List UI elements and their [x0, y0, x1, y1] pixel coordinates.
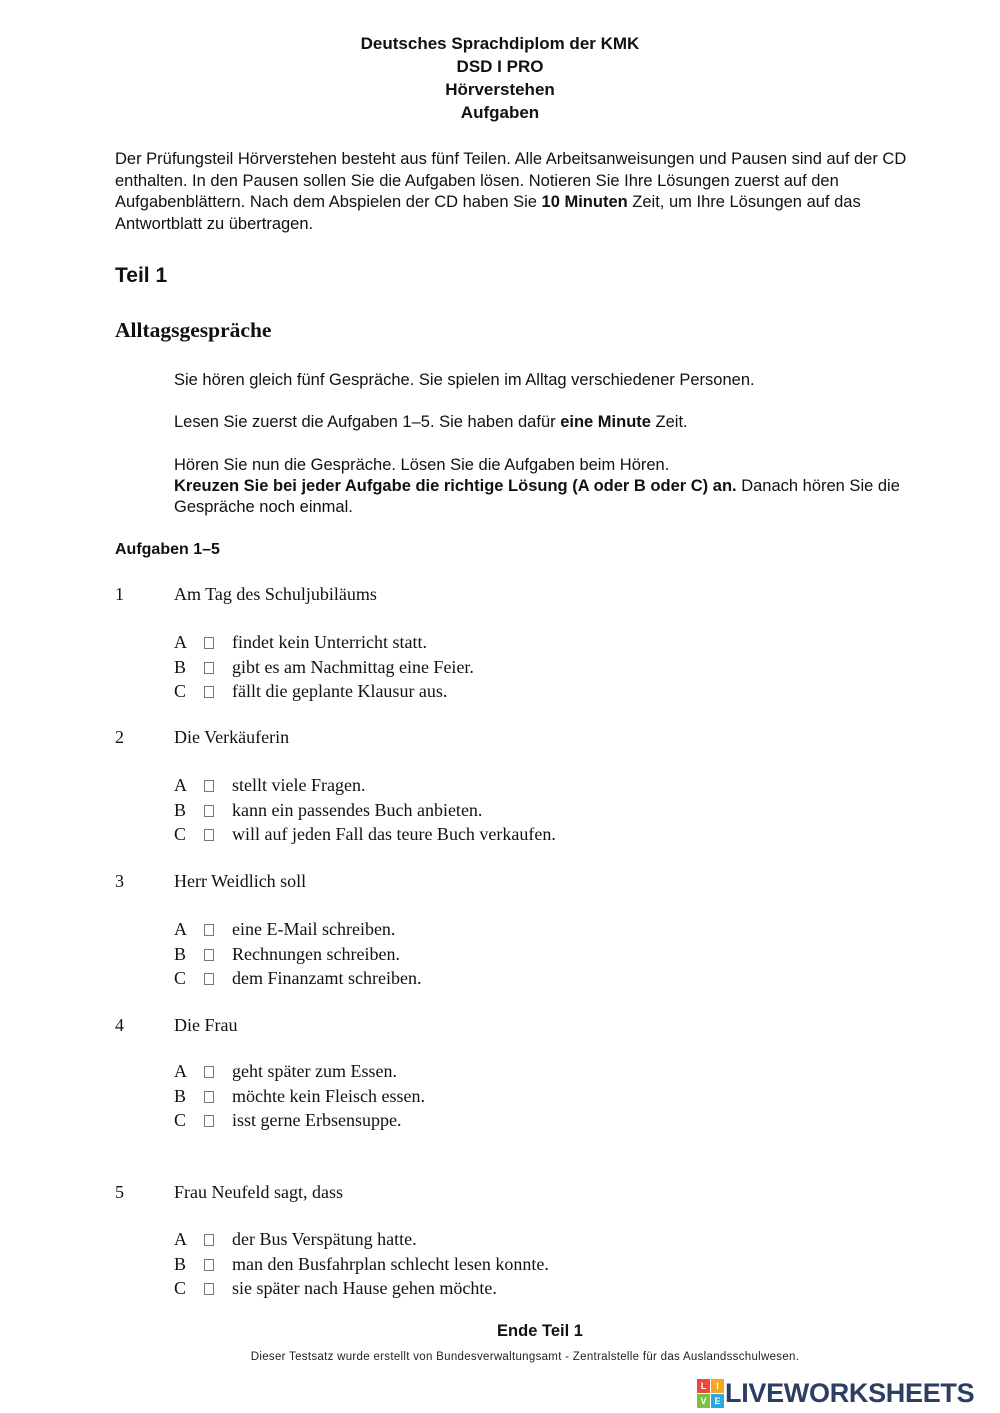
option-letter: A — [174, 1229, 187, 1249]
option-4c-checkbox[interactable] — [204, 1115, 214, 1127]
task-stem: Herr Weidlich soll — [174, 871, 307, 891]
intro-text-1: Der Prüfungsteil Hörverstehen besteht aus fünf Teilen. Alle Arbeitsanweisungen und Pausen sind auf der CD enthalten. In den Pausen sollen Sie die Aufgaben lösen. Notieren Sie Ihre Lösungen zuerst auf den Aufgabenblättern. Nach dem Abspielen der CD haben Sie — [115, 150, 907, 212]
option-text: man den Busfahrplan schlecht lesen konnte. — [232, 1253, 549, 1274]
header-line-4: Aufgaben — [460, 103, 540, 122]
liveworksheets-watermark — [697, 1376, 974, 1410]
tasks-label: Aufgaben 1–5 — [115, 541, 220, 558]
option-letter: A — [174, 775, 187, 795]
option-letter: C — [174, 1278, 187, 1298]
instruction-4-text: Danach hören Sie die Gespräche noch einmal. — [174, 477, 900, 516]
option-1c-checkbox[interactable] — [204, 686, 214, 698]
end-of-part: Ende Teil 1 — [497, 1322, 583, 1340]
option-letter: B — [174, 656, 187, 677]
option-text: will auf jeden Fall das teure Buch verkaufen. — [232, 824, 556, 844]
option-letter: B — [174, 799, 187, 820]
logo-tile-l: L — [697, 1379, 710, 1393]
option-letter: A — [174, 1061, 187, 1081]
option-3a-checkbox[interactable] — [204, 924, 214, 936]
option-text: Rechnungen schreiben. — [232, 943, 400, 964]
option-letter: C — [174, 968, 187, 988]
task-number: 4 — [115, 1015, 124, 1035]
task-number: 5 — [115, 1182, 124, 1202]
header-line-1: Deutsches Sprachdiplom der KMK — [360, 34, 640, 53]
instruction-3 — [174, 455, 944, 518]
option-letter: C — [174, 1110, 187, 1130]
option-text: eine E-Mail schreiben. — [232, 919, 396, 939]
option-text: dem Finanzamt schreiben. — [232, 968, 422, 988]
task-number: 2 — [115, 727, 124, 747]
task-stem: Die Verkäuferin — [174, 727, 290, 747]
option-5b-checkbox[interactable] — [204, 1259, 214, 1271]
logo-tile-i: I — [711, 1379, 724, 1393]
header-line-2: DSD I PRO — [456, 57, 544, 76]
footer-credit: Dieser Testsatz wurde erstellt von Bundesverwaltungsamt - Zentralstelle für das Auslandsschulwesen. — [250, 1351, 800, 1363]
instruction-1: Sie hören gleich fünf Gespräche. Sie spielen im Alltag verschiedener Personen. — [174, 371, 755, 389]
intro-bold-duration: 10 Minuten — [541, 193, 628, 212]
liveworksheets-logo-icon — [697, 1379, 723, 1407]
option-text: möchte kein Fleisch essen. — [232, 1085, 425, 1106]
option-letter: A — [174, 919, 187, 939]
task-stem: Frau Neufeld sagt, dass — [174, 1182, 343, 1202]
option-5c-checkbox[interactable] — [204, 1283, 214, 1295]
header-line-3: Hörverstehen — [445, 80, 555, 99]
option-text: der Bus Verspätung hatte. — [232, 1229, 417, 1249]
option-text: isst gerne Erbsensuppe. — [232, 1110, 402, 1130]
instruction-2 — [174, 412, 944, 433]
document-header — [0, 32, 1000, 124]
option-text: findet kein Unterricht statt. — [232, 632, 427, 652]
option-2b-checkbox[interactable] — [204, 805, 214, 817]
task-stem: Die Frau — [174, 1015, 238, 1035]
option-letter: C — [174, 824, 187, 844]
instruction-2-text-b: Zeit. — [650, 413, 688, 431]
option-letter: B — [174, 1253, 187, 1274]
intro-paragraph — [115, 149, 940, 235]
option-letter: B — [174, 943, 187, 964]
logo-tile-v: V — [697, 1394, 710, 1408]
instruction-2-text-a: Lesen Sie zuerst die Aufgaben 1–5. Sie haben dafür — [174, 413, 561, 431]
intro-text-2: Zeit, um Ihre Lösungen auf das Antwortblatt zu übertragen. — [115, 193, 861, 233]
option-4b-checkbox[interactable] — [204, 1091, 214, 1103]
brand-name: LIVEWORKSHEETS — [725, 1377, 975, 1408]
option-letter: A — [174, 632, 187, 652]
option-1a-checkbox[interactable] — [204, 637, 214, 649]
option-text: fällt die geplante Klausur aus. — [232, 681, 448, 701]
option-2c-checkbox[interactable] — [204, 829, 214, 841]
option-text: geht später zum Essen. — [232, 1061, 397, 1081]
option-text: kann ein passendes Buch anbieten. — [232, 799, 483, 820]
option-text: gibt es am Nachmittag eine Feier. — [232, 656, 474, 677]
part-heading: Teil 1 — [115, 264, 168, 287]
option-letter: C — [174, 681, 187, 701]
logo-tile-e: E — [711, 1394, 724, 1408]
option-1b-checkbox[interactable] — [204, 662, 214, 674]
task-stem: Am Tag des Schuljubiläums — [174, 584, 377, 604]
instruction-3-text: Hören Sie nun die Gespräche. Lösen Sie die Aufgaben beim Hören. — [174, 456, 670, 474]
option-text: stellt viele Fragen. — [232, 775, 366, 795]
instruction-4-bold: Kreuzen Sie bei jeder Aufgabe die richtige Lösung (A oder B oder C) an. — [174, 477, 737, 495]
task-number: 3 — [115, 871, 124, 891]
option-5a-checkbox[interactable] — [204, 1234, 214, 1246]
option-3c-checkbox[interactable] — [204, 973, 214, 985]
option-text: sie später nach Hause gehen möchte. — [232, 1278, 497, 1298]
option-3b-checkbox[interactable] — [204, 949, 214, 961]
task-number: 1 — [115, 584, 124, 604]
section-title: Alltagsgespräche — [115, 318, 272, 342]
option-letter: B — [174, 1085, 187, 1106]
option-4a-checkbox[interactable] — [204, 1066, 214, 1078]
option-2a-checkbox[interactable] — [204, 780, 214, 792]
instruction-2-bold: eine Minute — [560, 413, 651, 431]
